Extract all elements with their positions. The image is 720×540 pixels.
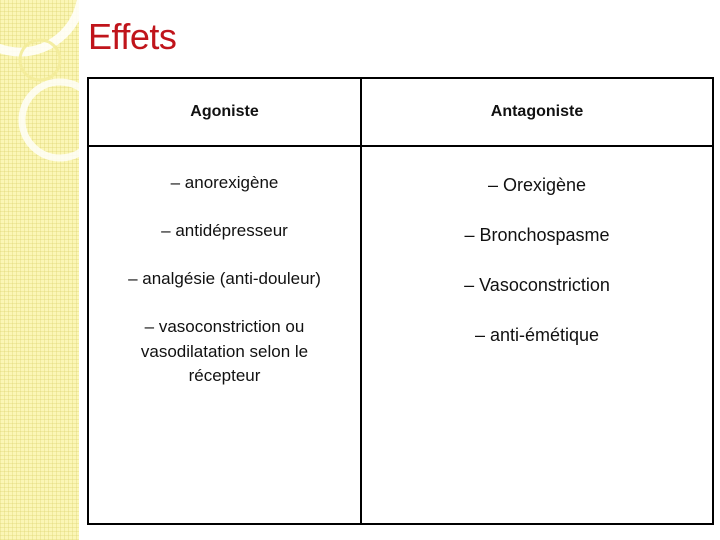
agoniste-column (88, 146, 361, 524)
table-body-row (88, 146, 713, 524)
effects-table (87, 77, 714, 525)
header-agoniste: Agoniste (88, 78, 361, 146)
list-item: – Vasoconstriction (464, 275, 610, 295)
list-item: – antidépresseur (161, 221, 288, 240)
table-header-row (88, 78, 713, 146)
antagoniste-column (361, 146, 713, 524)
list-item: – Bronchospasme (464, 225, 610, 245)
list-item: – anti-émétique (474, 325, 600, 345)
list-item: – Orexigène (487, 175, 587, 195)
list-item: – anorexigène (170, 173, 279, 192)
decorative-circles (0, 0, 79, 540)
header-antagoniste: Antagoniste (361, 78, 713, 146)
list-item: – analgésie (anti-douleur) (128, 269, 321, 288)
decorative-side-band (0, 0, 79, 540)
list-item: – vasoconstriction ou vasodilatation selon le récepteur (140, 317, 309, 385)
slide-title: Effets (88, 16, 177, 57)
